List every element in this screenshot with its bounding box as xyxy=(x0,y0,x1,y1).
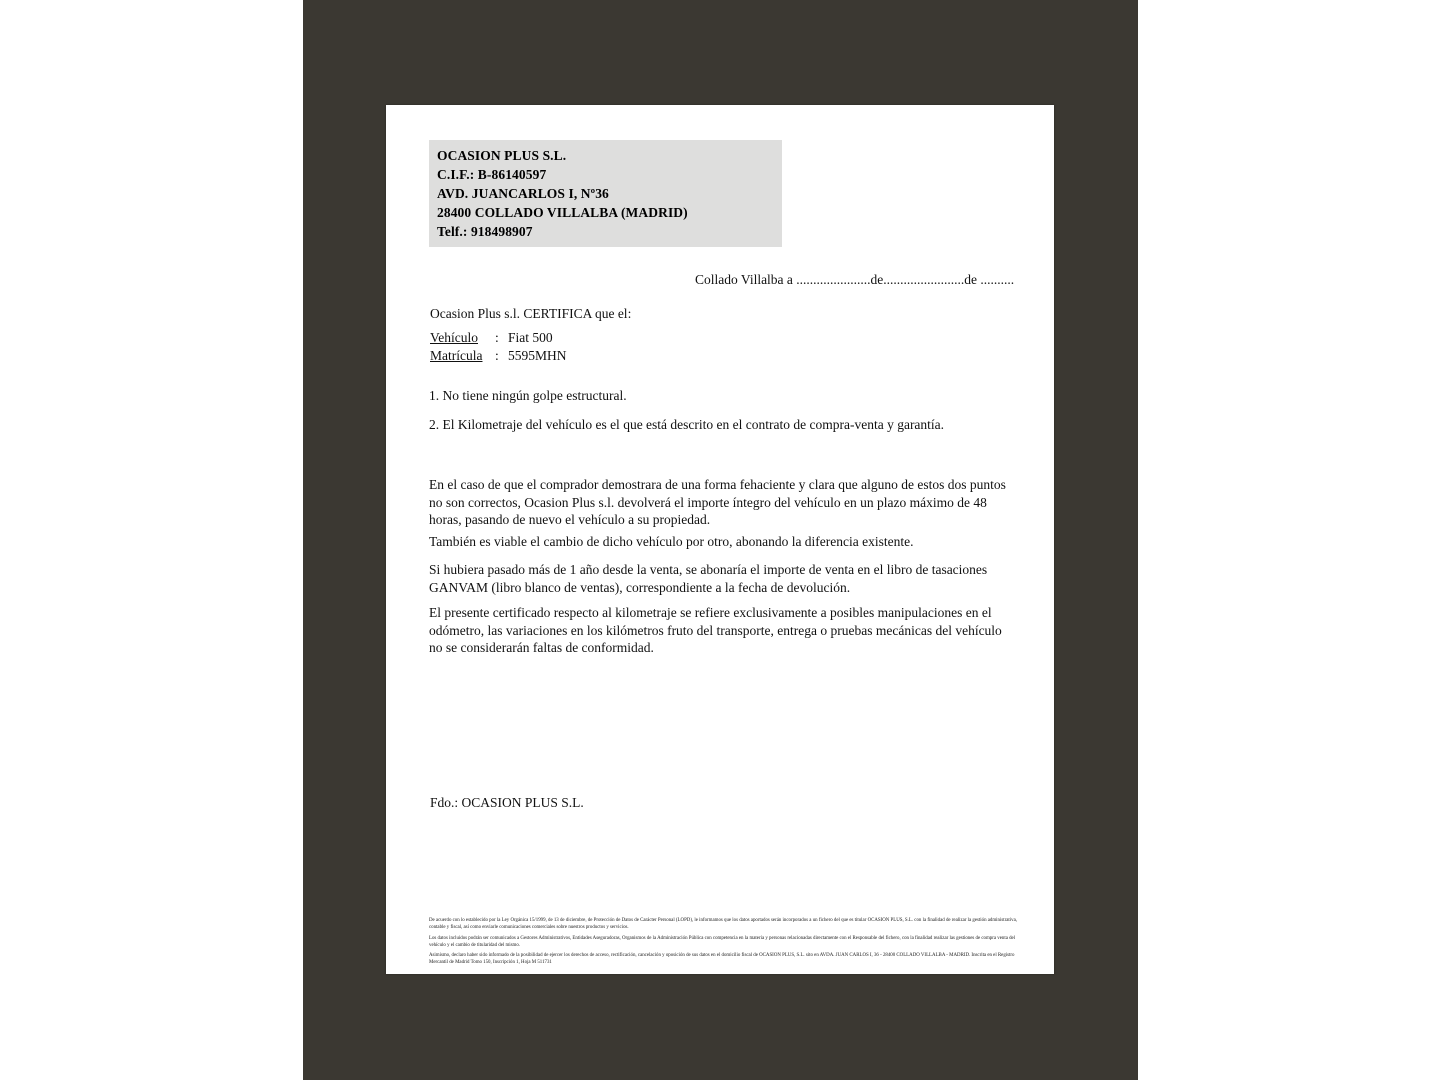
letterhead-city: 28400 COLLADO VILLALBA (MADRID) xyxy=(437,205,688,220)
certified-point-2: 2. El Kilometraje del vehículo es el que está descrito en el contrato de compra-venta y garantía. xyxy=(429,417,945,432)
certifies-intro: Ocasion Plus s.l. CERTIFICA que el: xyxy=(430,306,632,321)
body-paragraph-2: También es viable el cambio de dicho vehículo por otro, abonando la diferencia existente. xyxy=(429,534,914,549)
legal-paragraph-2: Los datos incluidos podrán ser comunicados a Gestores Administrativos, Entidades Aseguradoras, Organismos de la Administración Pública con competencia en la materia y personas relacionadas directamente con el Responsable del fichero, con la finalidad realizar las gestiones de compra venta del vehículo y el cambio de titularidad del mismo. xyxy=(429,935,1016,948)
page-content xyxy=(386,105,1054,974)
certified-point-1: 1. No tiene ningún golpe estructural. xyxy=(429,388,627,403)
field-value-matricula: 5595MHN xyxy=(508,348,567,363)
field-row xyxy=(430,329,567,347)
body-paragraph-4: El presente certificado respecto al kilometraje se refiere exclusivamente a posibles manipulaciones en el odómetro, las variaciones en los kilómetros fruto del transporte, entrega o pruebas mecánicas del vehículo no se considerarán faltas de conformidad. xyxy=(429,605,1002,655)
letterhead-address: AVD. JUANCARLOS I, Nº36 xyxy=(437,186,609,201)
signature-line: Fdo.: OCASION PLUS S.L. xyxy=(430,795,584,810)
legal-paragraph-1: De acuerdo con lo establecido por la Ley Orgánica 15/1999, de 13 de diciembre, de Protección de Datos de Carácter Personal (LOPD), le informamos que los datos aportados serán incorporados a un fichero del que es titular OCASION PLUS, S.L. con la finalidad de realizar la gestión administrativa, contable y fiscal, así como enviarle comunicaciones comerciales sobre nuestros productos y servicios. xyxy=(429,918,1017,931)
date-line: Collado Villalba a ......................de........................de .......... xyxy=(695,272,1015,287)
field-label-vehiculo: Vehículo xyxy=(430,330,478,345)
body-paragraph-1: En el caso de que el comprador demostrara de una forma fehaciente y clara que alguno de estos dos puntos no son correctos, Ocasion Plus s.l. devolverá el importe íntegro del vehículo en un plazo máximo de 48 horas, pasando de nuevo el vehículo a su propiedad. xyxy=(429,477,1006,527)
field-value-vehiculo: Fiat 500 xyxy=(508,330,553,345)
legal-notice xyxy=(429,917,1021,970)
field-row xyxy=(430,347,567,365)
body-paragraph-3: Si hubiera pasado más de 1 año desde la venta, se abonaría el importe de venta en el libro de tasaciones GANVAM (libro blanco de ventas), correspondiente a la fecha de devolución. xyxy=(429,562,988,595)
letterhead-phone: Telf.: 918498907 xyxy=(437,224,533,239)
document-page xyxy=(386,105,1054,974)
field-separator: : xyxy=(495,330,499,345)
field-label-matricula: Matrícula xyxy=(430,348,483,363)
letterhead-company: OCASION PLUS S.L. xyxy=(437,148,567,163)
vehicle-fields xyxy=(430,329,567,365)
legal-paragraph-3: Asimismo, declaro haber sido informado de la posibilidad de ejercer los derechos de acceso, rectificación, cancelación y oposición de sus datos en el domicilio fiscal de OCASION PLUS, S.L. sito en AVDA. JUAN CARLOS I, 36 - 28400 COLLADO VILLALBA - MADRID. Inscrita en el Registro Mercantil de Madrid Tomo 150, Inscripción 1, Hoja M 511731 xyxy=(429,953,1015,966)
letterhead-cif: C.I.F.: B-86140597 xyxy=(437,167,547,182)
letterhead-block xyxy=(429,140,782,247)
field-separator: : xyxy=(495,348,499,363)
